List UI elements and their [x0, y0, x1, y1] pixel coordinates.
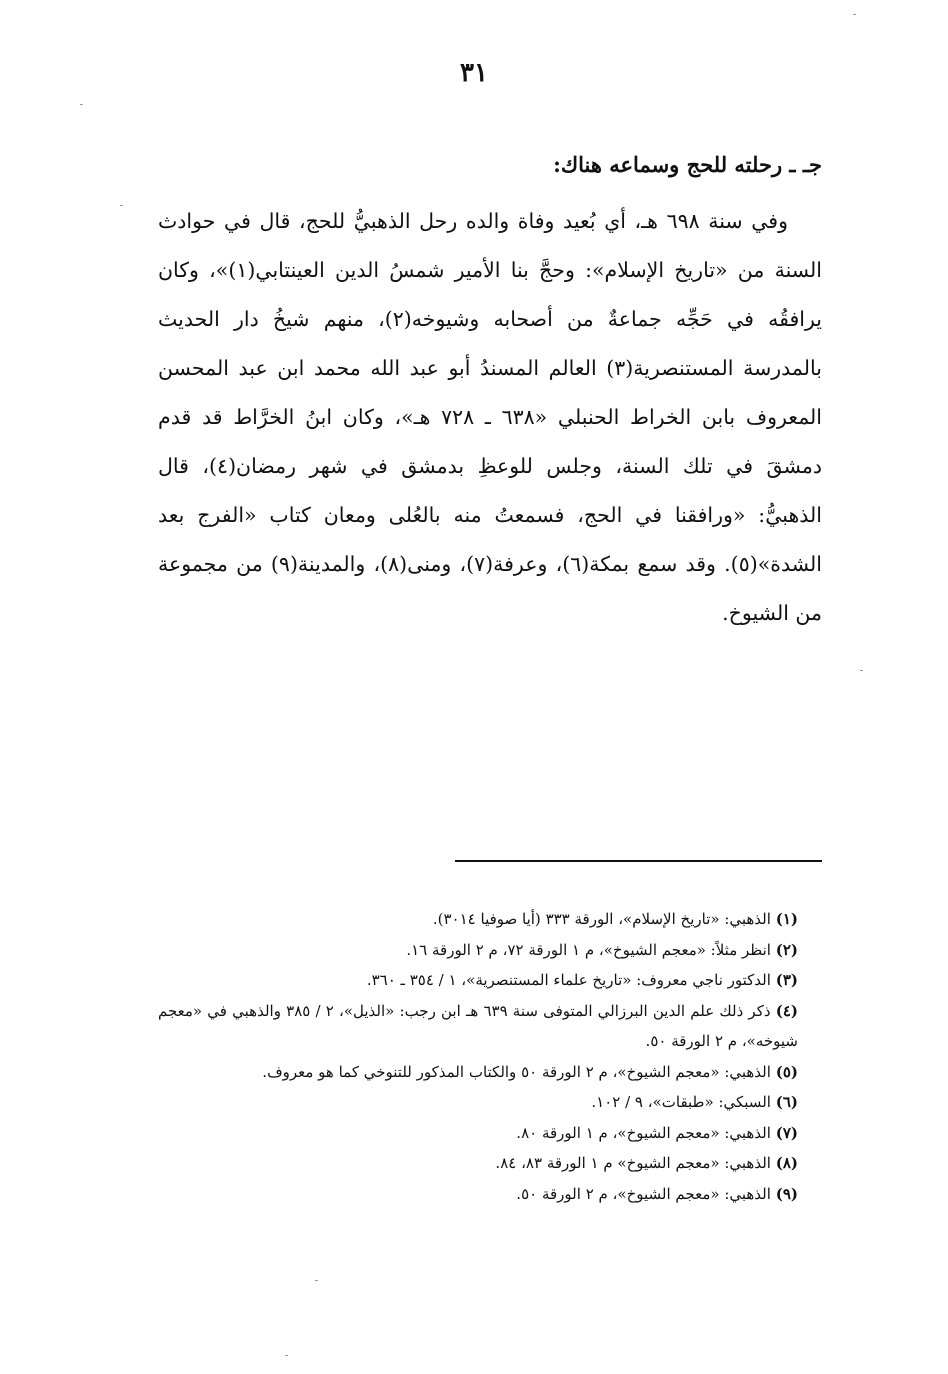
section-heading: جـ ـ رحلته للحج وسماعه هناك:: [553, 152, 822, 177]
footnote-number: (٢): [775, 940, 798, 959]
footnote-text: ذكر ذلك علم الدين البرزالي المتوفى سنة ٦٣٩ هـ ابن رجب: «الذيل»، ٢ / ٣٨٥ والذهبي في «معجم شيوخه»، م ٢ الورقة ٥٠.: [158, 1001, 798, 1050]
footnote-number: (٤): [775, 1001, 798, 1020]
footnote-divider: [455, 860, 822, 862]
scan-speck: [853, 14, 856, 15]
scan-speck: [120, 205, 123, 206]
footnote-text: الذهبي: «معجم الشيوخ»، م ١ الورقة ٨٠.: [516, 1123, 771, 1142]
scan-speck: [315, 1280, 318, 1281]
footnote-text: الذهبي: «معجم الشيوخ»، م ٢ الورقة ٥٠ والكتاب المذكور للتنوخي كما هو معروف.: [262, 1062, 771, 1081]
footnote-text: الذهبي: «معجم الشيوخ» م ١ الورقة ٨٣، ٨٤.: [495, 1154, 771, 1172]
body-text: وفي سنة ٦٩٨ هـ، أي بُعيد وفاة والده رحل الذهبيُّ للحج، قال في حوادث السنة من «تاريخ الإسلام»: وحجَّ بنا الأمير شمسُ الدين العينتابي(١)»، وكان يرافقُه في حَجِّه جماعةٌ من أصحابه وشيوخه(٢)، منهم شيخُ دار الحديث بالمدرسة المستنصرية(٣) العالم المسندُ أبو عبد الله محمد ابن عبد المحسن المعروف بابن الخراط الحنبلي «٦٣٨ ـ ٧٢٨ هـ»، وكان ابنُ الخرَّاط قد قدم دمشقَ في تلك السنة، وجلس للوعظِ بدمشق في شهر رمضان(٤)، قال الذهبيُّ: «ورافقنا في الحج، فسمعتُ منه بالعُلى ومعان كتاب «الفرج بعد الشدة»(٥). وقد سمع بمكة(٦)، وعرفة(٧)، ومنى(٨)، والمدينة(٩) من مجموعة من الشيوخ.: [158, 209, 823, 625]
footnote-number: (٧): [775, 1123, 798, 1142]
footnote-item: [158, 996, 822, 1057]
footnote-item: [158, 1057, 822, 1088]
footnote-item: [158, 1148, 822, 1179]
scan-speck: [860, 670, 863, 671]
footnote-item: [158, 965, 822, 996]
footnote-item: [158, 1118, 822, 1149]
scan-speck: [285, 1355, 288, 1356]
footnote-number: (٨): [775, 1154, 798, 1172]
footnote-item: [158, 1087, 822, 1118]
page-number: ٣١: [460, 58, 488, 88]
footnote-number: (٣): [775, 971, 798, 989]
footnote-text: السبكي: «طبقات»، ٩ / ١٠٢.: [591, 1093, 771, 1111]
footnote-number: (٥): [775, 1062, 798, 1081]
footnote-item: [158, 1179, 822, 1210]
body-paragraph: [158, 197, 822, 638]
main-text-block: [158, 140, 822, 638]
footnote-text: الذهبي: «معجم الشيوخ»، م ٢ الورقة ٥٠.: [516, 1184, 771, 1203]
scan-speck: [80, 104, 83, 105]
footnote-number: (٦): [775, 1093, 798, 1111]
footnote-number: (١): [775, 910, 798, 928]
footnote-text: انظر مثلاً: «معجم الشيوخ»، م ١ الورقة ٧٢، م ٢ الورقة ١٦.: [406, 940, 771, 959]
footnote-text: الدكتور ناجي معروف: «تاريخ علماء المستنصرية»، ١ / ٣٥٤ ـ ٣٦٠.: [366, 971, 771, 989]
footnote-item: [158, 904, 822, 935]
footnote-text: الذهبي: «تاريخ الإسلام»، الورقة ٣٣٣ (أيا صوفيا ٣٠١٤).: [432, 910, 771, 928]
footnotes-list: [158, 904, 822, 1209]
footnote-item: [158, 935, 822, 966]
footnote-number: (٩): [775, 1184, 798, 1203]
